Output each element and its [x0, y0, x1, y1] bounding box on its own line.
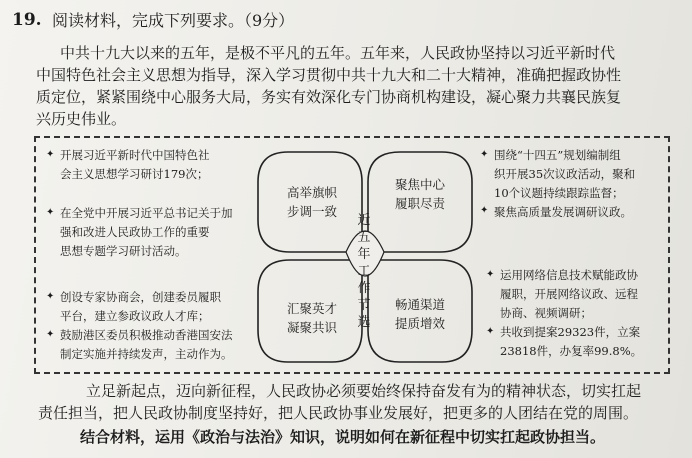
- box-tl-line-3: 在全党中开展习近平总书记关于加: [60, 206, 233, 220]
- box-bl-line-1: 创设专家协商会，创建委员履职: [60, 290, 221, 304]
- intro-line-4: 兴历史伟业。: [36, 110, 127, 128]
- box-tl-line-1: 开展习近平新时代中国特色社: [60, 148, 210, 162]
- question-number: 19.: [12, 10, 42, 30]
- petal-tr-line-2: 履职尽责: [394, 196, 445, 211]
- box-br-line-1: 运用网络信息技术赋能政协: [500, 268, 638, 282]
- center-label: [353, 212, 375, 331]
- box-tr-line-2: 织开展35次议政活动，聚和: [494, 167, 636, 181]
- box-tl-line-2: 会主义思想学习研讨179次；: [60, 167, 209, 181]
- center-char: 节: [357, 298, 371, 313]
- closing-line-3: 结合材料，运用《政治与法治》知识，说明如何在新征程中切实扛起政协担当。: [80, 428, 606, 446]
- star-bullet-icon: ✦: [46, 291, 55, 302]
- box-tr-line-3: 10个议题持续跟踪监督；: [494, 186, 624, 200]
- box-tl-line-5: 思想专题学习研讨活动。: [60, 244, 187, 258]
- closing-line-1: 立足新起点，迈向新征程，人民政协必须要始终保持奋发有为的精神状态，切实扛起: [86, 382, 642, 400]
- box-bl-line-2: 平台，建立参政议政人才库；: [60, 309, 210, 323]
- closing-line-2: 责任担当，把人民政协制度坚持好，把人民政协事业发展好，把更多的人团结在党的周围。: [38, 404, 639, 422]
- center-char: 工: [357, 264, 371, 279]
- petal-br-line-1: 畅通渠道: [394, 297, 445, 312]
- box-br-line-3: 协商、视频调研；: [500, 306, 592, 320]
- petal-tl-line-2: 步调一致: [286, 204, 337, 219]
- star-bullet-icon: ✦: [46, 329, 55, 340]
- petal-bl-line-2: 凝聚共识: [286, 320, 337, 335]
- petal-top-left: [258, 152, 362, 252]
- star-bullet-icon: ✦: [480, 205, 489, 216]
- petal-br-line-2: 提质增效: [394, 316, 445, 331]
- intro-line-1: 中共十九大以来的五年，是极不平凡的五年。五年来，人民政协坚持以习近平新时代: [60, 44, 616, 62]
- center-char: 年: [357, 247, 371, 262]
- star-bullet-icon: ✦: [486, 326, 495, 337]
- box-br-line-5: 23818件，办复率99.8%。: [500, 344, 643, 358]
- center-char: 作: [357, 281, 371, 296]
- petal-tr-line-1: 聚焦中心: [394, 177, 445, 192]
- box-tr-line-4: 聚焦高质量发展调研议政。: [494, 205, 632, 219]
- star-bullet-icon: ✦: [480, 149, 489, 160]
- box-br-line-4: 共收到提案29323件，立案: [500, 325, 641, 339]
- petal-tl-line-1: 高举旗帜: [286, 185, 337, 200]
- petal-bl-line-1: 汇聚英才: [286, 301, 337, 316]
- box-br-line-2: 履职，开展网络议政、远程: [500, 287, 638, 301]
- star-bullet-icon: ✦: [46, 207, 55, 218]
- intro-line-3: 质定位，紧紧围绕中心服务大局，务实有效深化专门协商机构建设，凝心聚力共襄民族复: [36, 88, 622, 106]
- box-bl-line-3: 鼓励港区委员积极推动香港国安法: [60, 328, 233, 342]
- box-bl-line-4: 制定实施并持续发声，主动作为。: [60, 347, 233, 361]
- star-bullet-icon: ✦: [486, 269, 495, 280]
- center-char: 近: [357, 213, 371, 228]
- central-diagram: [250, 140, 480, 372]
- question-title: 阅读材料，完成下列要求。（9分）: [52, 11, 295, 30]
- star-bullet-icon: ✦: [46, 149, 55, 160]
- center-char: 选: [357, 315, 371, 330]
- center-char: 五: [357, 230, 371, 245]
- box-tl-line-4: 强和改进人民政协工作的重要: [60, 225, 210, 239]
- box-tr-line-1: 围绕“十四五”规划编制组: [494, 148, 621, 162]
- intro-line-2: 中国特色社会主义思想为指导，深入学习贯彻中共十九大和二十大精神，准确把握政协性: [36, 66, 622, 84]
